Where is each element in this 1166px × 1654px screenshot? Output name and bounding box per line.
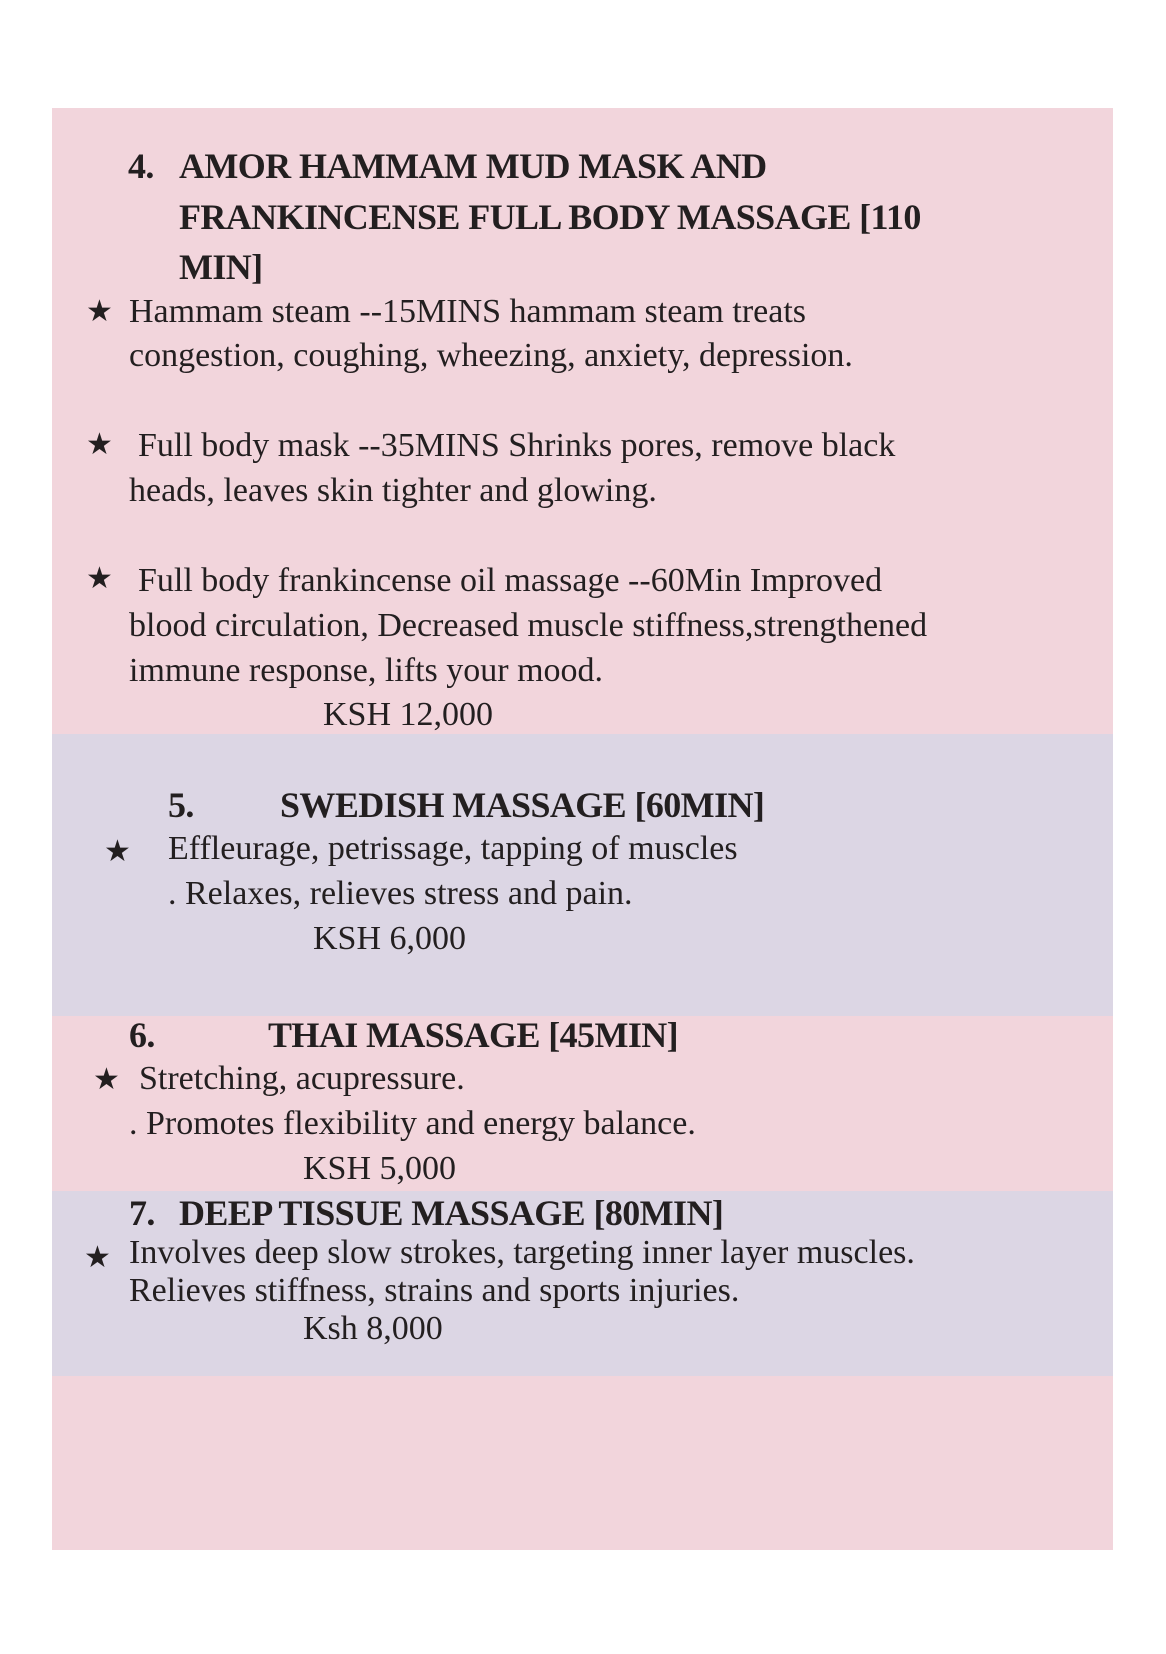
star-icon: ★ [84, 1241, 111, 1274]
section-4-number: 4. [128, 146, 154, 186]
star-icon: ★ [86, 562, 113, 595]
section-4-price: KSH 12,000 [323, 696, 494, 733]
bullet-text: Relieves stiffness, strains and sports injuries. [129, 1272, 740, 1309]
bullet-text: blood circulation, Decreased muscle stiffness,strengthened [129, 607, 928, 644]
bullet-text: . Relaxes, relieves stress and pain. [168, 875, 633, 912]
section-7-number: 7. [129, 1193, 155, 1233]
bullet-text: Stretching, acupressure. [139, 1060, 465, 1097]
star-icon: ★ [104, 835, 131, 868]
section-4-title-line-3: MIN] [179, 247, 263, 287]
section-6-title: THAI MASSAGE [45MIN] [268, 1015, 679, 1055]
bullet-text: immune response, lifts your mood. [129, 652, 604, 689]
section-7-price: Ksh 8,000 [303, 1310, 443, 1347]
bullet-text: Hammam steam --15MINS hammam steam treats [129, 293, 806, 330]
bullet-text: Involves deep slow strokes, targeting inner layer muscles. [129, 1234, 915, 1271]
bullet-text: congestion, coughing, wheezing, anxiety, depression. [129, 337, 853, 374]
section-7-title: DEEP TISSUE MASSAGE [80MIN] [179, 1193, 724, 1233]
star-icon: ★ [86, 295, 113, 328]
star-icon: ★ [93, 1063, 120, 1096]
section-6-price: KSH 5,000 [303, 1150, 457, 1187]
section-5-price: KSH 6,000 [313, 920, 467, 957]
section-4-title-line-1: AMOR HAMMAM MUD MASK AND [179, 146, 767, 186]
footer-panel [52, 1376, 1113, 1550]
bullet-text: . Promotes flexibility and energy balance. [129, 1105, 696, 1142]
bullet-text: heads, leaves skin tighter and glowing. [129, 472, 657, 509]
section-6-number: 6. [129, 1015, 155, 1055]
section-5-number: 5. [168, 785, 194, 825]
star-icon: ★ [86, 428, 113, 461]
bullet-text: Full body frankincense oil massage --60Min Improved [138, 562, 883, 599]
bullet-text: Effleurage, petrissage, tapping of muscles [168, 830, 738, 867]
section-4-title-line-2: FRANKINCENSE FULL BODY MASSAGE [110 [179, 197, 921, 237]
bullet-text: Full body mask --35MINS Shrinks pores, remove black [138, 427, 896, 464]
section-5-title: SWEDISH MASSAGE [60MIN] [280, 785, 765, 825]
